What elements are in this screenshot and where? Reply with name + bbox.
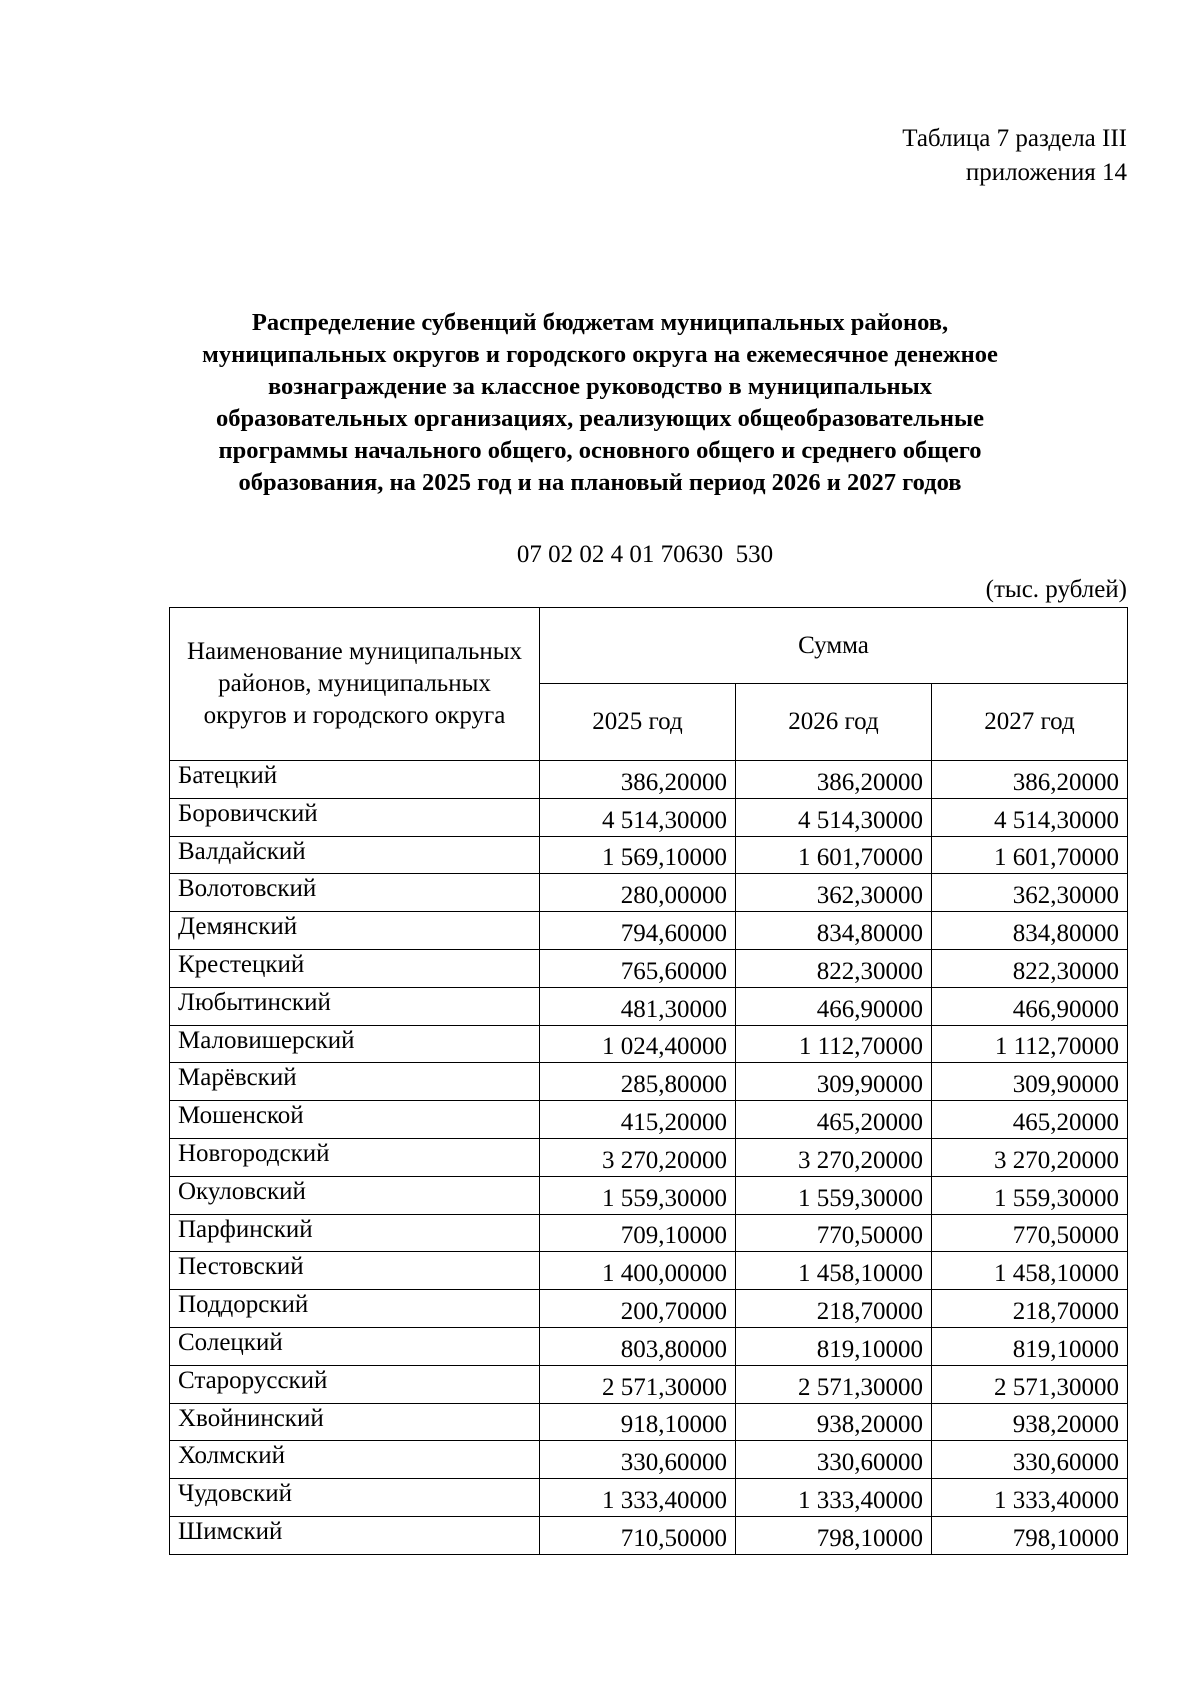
cell-municipality-name: Любытинский	[170, 987, 540, 1025]
cell-amount-2026: 770,50000	[736, 1214, 932, 1252]
cell-amount-2025: 765,60000	[540, 949, 736, 987]
cell-amount-2025: 1 559,30000	[540, 1176, 736, 1214]
cell-amount-2026: 1 458,10000	[736, 1252, 932, 1290]
cell-municipality-name: Крестецкий	[170, 949, 540, 987]
table-header	[170, 608, 1128, 761]
cell-amount-2025: 1 024,40000	[540, 1025, 736, 1063]
cell-amount-2027: 465,20000	[932, 1101, 1128, 1139]
cell-amount-2025: 3 270,20000	[540, 1138, 736, 1176]
cell-amount-2026: 1 112,70000	[736, 1025, 932, 1063]
cell-amount-2026: 798,10000	[736, 1516, 932, 1554]
cell-amount-2026: 822,30000	[736, 949, 932, 987]
cell-municipality-name: Солецкий	[170, 1327, 540, 1365]
cell-amount-2026: 1 333,40000	[736, 1479, 932, 1517]
cell-amount-2026: 466,90000	[736, 987, 932, 1025]
cell-amount-2027: 938,20000	[932, 1403, 1128, 1441]
cell-amount-2025: 481,30000	[540, 987, 736, 1025]
document-title	[150, 307, 1050, 499]
cell-municipality-name: Марёвский	[170, 1063, 540, 1101]
cell-amount-2027: 1 333,40000	[932, 1479, 1128, 1517]
cell-amount-2027: 386,20000	[932, 761, 1128, 799]
cell-municipality-name: Демянский	[170, 912, 540, 950]
cell-municipality-name: Парфинский	[170, 1214, 540, 1252]
column-header-sum: Сумма	[540, 608, 1128, 684]
cell-amount-2025: 709,10000	[540, 1214, 736, 1252]
cell-municipality-name: Пестовский	[170, 1252, 540, 1290]
title-line: образовательных организациях, реализующих общеобразовательные	[215, 405, 985, 432]
table-reference-line-1: Таблица 7 раздела III	[902, 125, 1127, 152]
cell-amount-2026: 1 601,70000	[736, 836, 932, 874]
cell-amount-2025: 1 400,00000	[540, 1252, 736, 1290]
cell-amount-2027: 1 559,30000	[932, 1176, 1128, 1214]
table-row	[170, 1365, 1128, 1403]
cell-amount-2027: 362,30000	[932, 874, 1128, 912]
cell-amount-2026: 362,30000	[736, 874, 932, 912]
cell-amount-2027: 834,80000	[932, 912, 1128, 950]
table-row	[170, 1138, 1128, 1176]
column-header-2027: 2027 год	[932, 684, 1128, 761]
table-row	[170, 798, 1128, 836]
table-row	[170, 912, 1128, 950]
cell-amount-2026: 834,80000	[736, 912, 932, 950]
cell-amount-2025: 415,20000	[540, 1101, 736, 1139]
cell-amount-2027: 770,50000	[932, 1214, 1128, 1252]
cell-amount-2027: 798,10000	[932, 1516, 1128, 1554]
cell-amount-2026: 938,20000	[736, 1403, 932, 1441]
cell-municipality-name: Холмский	[170, 1441, 540, 1479]
cell-amount-2026: 218,70000	[736, 1290, 932, 1328]
cell-amount-2026: 330,60000	[736, 1441, 932, 1479]
table-row	[170, 949, 1128, 987]
cell-amount-2025: 2 571,30000	[540, 1365, 736, 1403]
cell-amount-2026: 309,90000	[736, 1063, 932, 1101]
cell-amount-2025: 710,50000	[540, 1516, 736, 1554]
title-line: образования, на 2025 год и на плановый период 2026 и 2027 годов	[238, 469, 962, 496]
cell-amount-2027: 1 458,10000	[932, 1252, 1128, 1290]
table-row	[170, 1025, 1128, 1063]
table-row	[170, 874, 1128, 912]
unit-label: (тыс. рублей)	[985, 576, 1127, 603]
cell-municipality-name: Маловишерский	[170, 1025, 540, 1063]
column-header-2025: 2025 год	[540, 684, 736, 761]
cell-amount-2025: 285,80000	[540, 1063, 736, 1101]
table-row	[170, 1101, 1128, 1139]
cell-amount-2027: 1 112,70000	[932, 1025, 1128, 1063]
table-row	[170, 1441, 1128, 1479]
cell-amount-2025: 280,00000	[540, 874, 736, 912]
table-reference	[902, 122, 1127, 190]
cell-amount-2025: 803,80000	[540, 1327, 736, 1365]
cell-amount-2027: 309,90000	[932, 1063, 1128, 1101]
table-row	[170, 1214, 1128, 1252]
table-row	[170, 1516, 1128, 1554]
cell-amount-2026: 2 571,30000	[736, 1365, 932, 1403]
column-header-2026: 2026 год	[736, 684, 932, 761]
cell-amount-2025: 1 569,10000	[540, 836, 736, 874]
cell-municipality-name: Новгородский	[170, 1138, 540, 1176]
cell-amount-2026: 465,20000	[736, 1101, 932, 1139]
cell-municipality-name: Боровичский	[170, 798, 540, 836]
cell-municipality-name: Окуловский	[170, 1176, 540, 1214]
cell-municipality-name: Мошенской	[170, 1101, 540, 1139]
cell-amount-2027: 330,60000	[932, 1441, 1128, 1479]
budget-code: 07 02 02 4 01 70630 530	[516, 541, 774, 568]
cell-municipality-name: Волотовский	[170, 874, 540, 912]
table-row	[170, 1252, 1128, 1290]
cell-amount-2025: 200,70000	[540, 1290, 736, 1328]
title-line: муниципальных округов и городского округа на ежемесячное денежное	[202, 341, 998, 368]
title-line: Распределение субвенций бюджетам муниципальных районов,	[251, 309, 949, 336]
table-row	[170, 1403, 1128, 1441]
table-row	[170, 1290, 1128, 1328]
cell-municipality-name: Хвойнинский	[170, 1403, 540, 1441]
cell-municipality-name: Поддорский	[170, 1290, 540, 1328]
cell-amount-2027: 3 270,20000	[932, 1138, 1128, 1176]
cell-municipality-name: Шимский	[170, 1516, 540, 1554]
cell-amount-2026: 3 270,20000	[736, 1138, 932, 1176]
cell-amount-2025: 794,60000	[540, 912, 736, 950]
cell-amount-2027: 218,70000	[932, 1290, 1128, 1328]
cell-amount-2025: 1 333,40000	[540, 1479, 736, 1517]
table-row	[170, 987, 1128, 1025]
cell-amount-2027: 4 514,30000	[932, 798, 1128, 836]
cell-amount-2025: 330,60000	[540, 1441, 736, 1479]
cell-amount-2027: 1 601,70000	[932, 836, 1128, 874]
table-row	[170, 1327, 1128, 1365]
column-header-name: Наименование муниципальных районов, муниципальных округов и городского округа	[170, 608, 540, 761]
title-line: вознаграждение за классное руководство в муниципальных	[267, 373, 933, 400]
distribution-table	[169, 607, 1128, 1555]
cell-amount-2027: 819,10000	[932, 1327, 1128, 1365]
cell-amount-2025: 918,10000	[540, 1403, 736, 1441]
cell-amount-2025: 4 514,30000	[540, 798, 736, 836]
table-row	[170, 761, 1128, 799]
cell-municipality-name: Валдайский	[170, 836, 540, 874]
table-reference-line-2: приложения 14	[965, 159, 1127, 186]
cell-amount-2026: 4 514,30000	[736, 798, 932, 836]
cell-amount-2027: 822,30000	[932, 949, 1128, 987]
cell-amount-2026: 819,10000	[736, 1327, 932, 1365]
table-row	[170, 1176, 1128, 1214]
cell-municipality-name: Батецкий	[170, 761, 540, 799]
cell-municipality-name: Старорусский	[170, 1365, 540, 1403]
cell-amount-2025: 386,20000	[540, 761, 736, 799]
cell-amount-2027: 2 571,30000	[932, 1365, 1128, 1403]
cell-amount-2026: 1 559,30000	[736, 1176, 932, 1214]
title-line: программы начального общего, основного общего и среднего общего	[218, 437, 982, 464]
cell-amount-2027: 466,90000	[932, 987, 1128, 1025]
table-row	[170, 836, 1128, 874]
cell-amount-2026: 386,20000	[736, 761, 932, 799]
table-row	[170, 1479, 1128, 1517]
table-row	[170, 1063, 1128, 1101]
table-body	[170, 761, 1128, 1555]
cell-municipality-name: Чудовский	[170, 1479, 540, 1517]
